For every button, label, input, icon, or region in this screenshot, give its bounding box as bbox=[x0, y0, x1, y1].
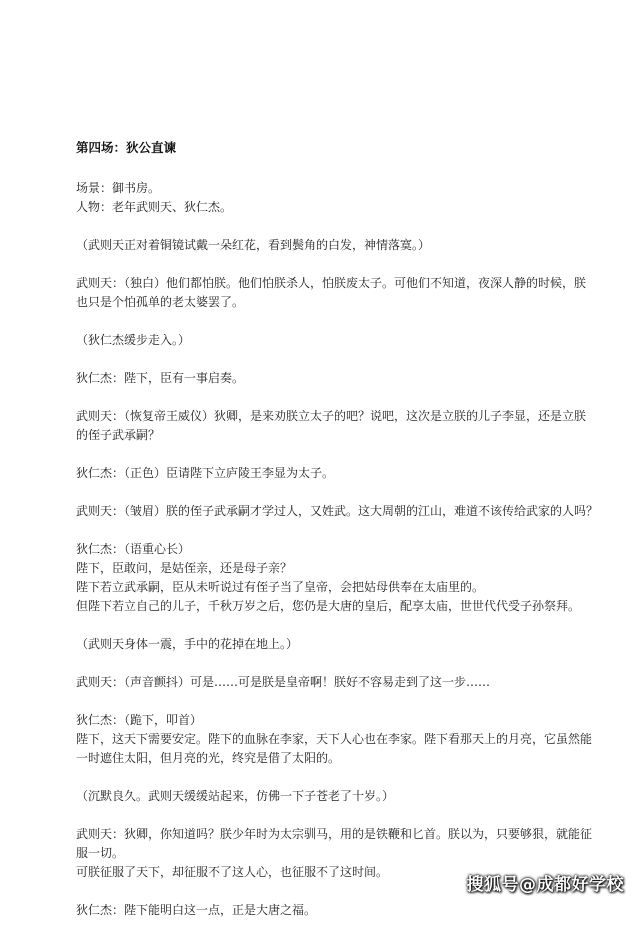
dialogue-paragraph bbox=[76, 369, 596, 388]
dialogue-body bbox=[76, 236, 599, 920]
dialogue-line: 可朕征服了天下，却征服不了这人心，也征服不了这时间。 bbox=[76, 865, 389, 879]
dialogue-line: 但陛下若立自己的儿子，千秋万岁之后，您仍是大唐的皇后，配享太庙，世世代代受子孙祭拜。 bbox=[76, 599, 581, 613]
dialogue-line: 陛下若立武承嗣，臣从未听说过有侄子当了皇帝，会把姑母供奉在太庙里的。 bbox=[76, 580, 485, 594]
dialogue-paragraph bbox=[76, 331, 596, 350]
dialogue-paragraph bbox=[76, 787, 596, 806]
dialogue-line: （沉默良久。武则天缓缓站起来，仿佛一下子苍老了十岁。） bbox=[76, 789, 395, 803]
scene-setting bbox=[76, 179, 596, 217]
dialogue-paragraph bbox=[76, 407, 596, 445]
dialogue-line: 陛下，这天下需要安定。陛下的血脉在李家，天下人心也在李家。陛下看那天上的月亮，它虽然能 bbox=[76, 732, 593, 746]
dialogue-line: 陛下，臣敢问，是姑侄亲，还是母子亲？ bbox=[76, 561, 293, 575]
setting-scene: 场景：御书房。 bbox=[76, 181, 161, 195]
dialogue-paragraph bbox=[76, 901, 596, 920]
setting-characters: 人物：老年武则天、狄仁杰。 bbox=[76, 200, 233, 214]
dialogue-paragraph bbox=[76, 502, 599, 521]
dialogue-line: 服一切。 bbox=[76, 846, 125, 860]
script-page bbox=[76, 138, 599, 939]
dialogue-line: 狄仁杰：（跪下，叩首） bbox=[76, 713, 203, 727]
dialogue-line: 武则天：（恢复帝王威仪）狄卿，是来劝朕立太子的吧？说吧，这次是立朕的儿子李显，还是立朕 bbox=[76, 409, 587, 423]
dialogue-line: 一时遮住太阳，但月亮的光，终究是借了太阳的。 bbox=[76, 751, 341, 765]
dialogue-line: （狄仁杰缓步走入。） bbox=[76, 333, 191, 347]
watermark: 搜狐号@成都好学校 bbox=[466, 875, 624, 895]
dialogue-line: 的侄子武承嗣？ bbox=[76, 428, 161, 442]
dialogue-paragraph bbox=[76, 673, 596, 692]
dialogue-line: 武则天：狄卿，你知道吗？朕少年时为太宗驯马，用的是铁鞭和匕首。朕以为，只要够狠，就能征 bbox=[76, 827, 593, 841]
dialogue-line: 武则天：（皱眉）朕的侄子武承嗣才学过人，又姓武。这大周朝的江山，难道不该传给武家的人吗？ bbox=[76, 504, 599, 518]
dialogue-paragraph bbox=[76, 540, 596, 616]
dialogue-line: 狄仁杰：（正色）臣请陛下立庐陵王李显为太子。 bbox=[76, 466, 335, 480]
dialogue-line: 武则天：（独白）他们都怕朕。他们怕朕杀人，怕朕废太子。可他们不知道，夜深人静的时候，朕 bbox=[76, 276, 587, 290]
dialogue-paragraph bbox=[76, 464, 596, 483]
dialogue-paragraph bbox=[76, 711, 596, 768]
dialogue-line: 狄仁杰：（语重心长） bbox=[76, 542, 191, 556]
dialogue-paragraph bbox=[76, 236, 596, 255]
dialogue-line: （武则天身体一震，手中的花掉在地上。） bbox=[76, 637, 299, 651]
dialogue-paragraph bbox=[76, 635, 596, 654]
dialogue-line: 狄仁杰：陛下，臣有一事启奏。 bbox=[76, 371, 245, 385]
dialogue-line: 狄仁杰：陛下能明白这一点，正是大唐之福。 bbox=[76, 903, 317, 917]
dialogue-paragraph bbox=[76, 274, 596, 312]
dialogue-line: 武则天：（声音颤抖）可是……可是朕是皇帝啊！朕好不容易走到了这一步…… bbox=[76, 675, 491, 689]
dialogue-line: 也只是个怕孤单的老太婆罢了。 bbox=[76, 295, 245, 309]
dialogue-line: （武则天正对着铜镜试戴一朵红花，看到鬓角的白发，神情落寞。） bbox=[76, 238, 431, 252]
scene-title: 第四场：狄公直谏 bbox=[76, 140, 177, 155]
